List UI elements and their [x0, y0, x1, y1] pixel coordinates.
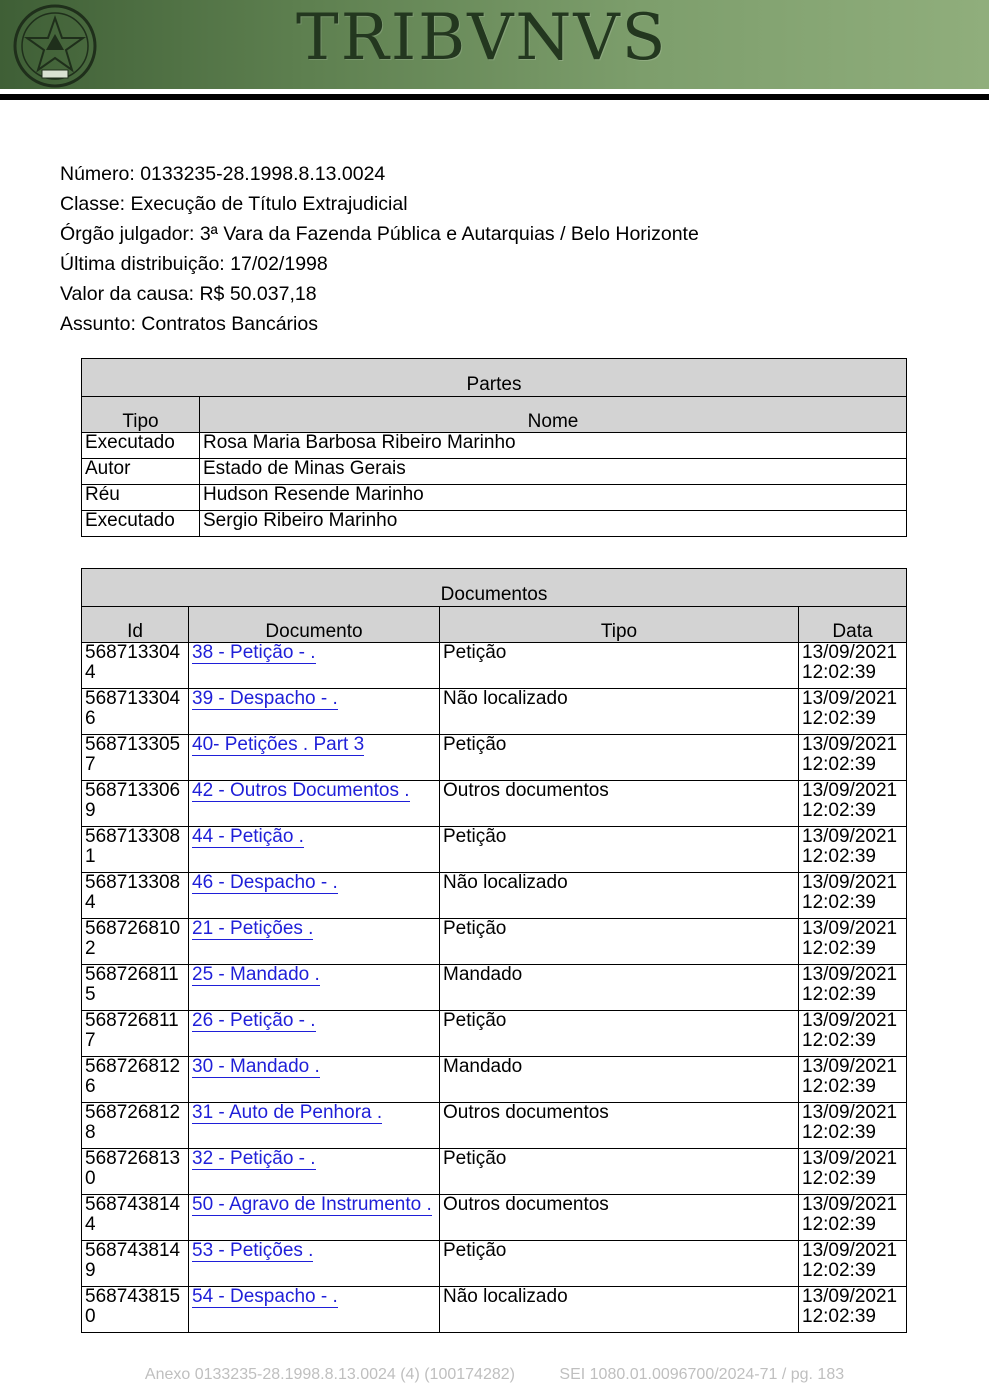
document-type: Petição [440, 1011, 799, 1057]
document-row [82, 919, 907, 965]
party-type: Executado [82, 433, 200, 459]
document-link[interactable]: 44 - Petição . [192, 826, 304, 847]
document-link[interactable]: 42 - Outros Documentos . [192, 780, 410, 801]
case-subject: Assunto: Contratos Bancários [60, 313, 318, 335]
document-date: 13/09/2021 12:02:39 [799, 735, 907, 781]
document-link[interactable]: 30 - Mandado . [192, 1056, 320, 1077]
header-banner [0, 0, 989, 89]
document-cell [189, 919, 440, 965]
document-date: 13/09/2021 12:02:39 [799, 643, 907, 689]
documents-header-id: Id [82, 607, 189, 643]
party-name: Hudson Resende Marinho [200, 485, 907, 511]
document-date: 13/09/2021 12:02:39 [799, 1149, 907, 1195]
document-cell [189, 1011, 440, 1057]
document-row [82, 735, 907, 781]
document-date: 13/09/2021 12:02:39 [799, 919, 907, 965]
document-id: 5687268126 [82, 1057, 189, 1103]
documents-caption: Documentos [82, 569, 907, 607]
documents-header-data: Data [799, 607, 907, 643]
document-type: Petição [440, 1149, 799, 1195]
document-type: Petição [440, 735, 799, 781]
document-type: Petição [440, 1241, 799, 1287]
document-link[interactable]: 32 - Petição - . [192, 1148, 316, 1169]
document-id: 5687268128 [82, 1103, 189, 1149]
document-link[interactable]: 54 - Despacho - . [192, 1286, 338, 1307]
document-id: 5687438144 [82, 1195, 189, 1241]
document-cell [189, 689, 440, 735]
document-row [82, 1195, 907, 1241]
document-cell [189, 1103, 440, 1149]
document-type: Outros documentos [440, 781, 799, 827]
document-date: 13/09/2021 12:02:39 [799, 1195, 907, 1241]
document-cell [189, 735, 440, 781]
document-link[interactable]: 46 - Despacho - . [192, 872, 338, 893]
document-cell [189, 781, 440, 827]
document-date: 13/09/2021 12:02:39 [799, 781, 907, 827]
document-date: 13/09/2021 12:02:39 [799, 1057, 907, 1103]
documents-header-tipo: Tipo [440, 607, 799, 643]
document-date: 13/09/2021 12:02:39 [799, 1287, 907, 1333]
document-id: 5687133044 [82, 643, 189, 689]
document-id: 5687133046 [82, 689, 189, 735]
document-type: Outros documentos [440, 1103, 799, 1149]
document-cell [189, 1195, 440, 1241]
document-type: Mandado [440, 1057, 799, 1103]
document-type: Não localizado [440, 689, 799, 735]
documents-body [82, 643, 907, 1333]
document-link[interactable]: 25 - Mandado . [192, 964, 320, 985]
document-row [82, 1057, 907, 1103]
process-class: Classe: Execução de Título Extrajudicial [60, 193, 408, 215]
document-type: Não localizado [440, 1287, 799, 1333]
document-id: 5687268102 [82, 919, 189, 965]
document-type: Petição [440, 919, 799, 965]
parties-header-nome: Nome [200, 397, 907, 433]
document-id: 5687438149 [82, 1241, 189, 1287]
document-type: Petição [440, 827, 799, 873]
parties-body [82, 433, 907, 537]
document-link[interactable]: 53 - Petições . [192, 1240, 314, 1261]
document-type: Petição [440, 643, 799, 689]
document-cell [189, 1057, 440, 1103]
document-id: 5687268130 [82, 1149, 189, 1195]
document-id: 5687133069 [82, 781, 189, 827]
document-link[interactable]: 39 - Despacho - . [192, 688, 338, 709]
document-row [82, 873, 907, 919]
document-link[interactable]: 26 - Petição - . [192, 1010, 316, 1031]
document-type: Não localizado [440, 873, 799, 919]
party-type: Autor [82, 459, 200, 485]
document-date: 13/09/2021 12:02:39 [799, 1103, 907, 1149]
party-type: Executado [82, 511, 200, 537]
party-name: Sergio Ribeiro Marinho [200, 511, 907, 537]
document-type: Outros documentos [440, 1195, 799, 1241]
footer-sei-reference: SEI 1080.01.0096700/2024-71 / pg. 183 [559, 1366, 845, 1383]
document-id: 5687133081 [82, 827, 189, 873]
party-name: Rosa Maria Barbosa Ribeiro Marinho [200, 433, 907, 459]
document-cell [189, 873, 440, 919]
document-row [82, 1103, 907, 1149]
parties-table [81, 358, 907, 537]
document-link[interactable]: 21 - Petições . [192, 918, 314, 939]
documents-table [81, 568, 907, 1333]
party-row [82, 459, 907, 485]
document-link[interactable]: 31 - Auto de Penhora . [192, 1102, 383, 1123]
document-row [82, 1011, 907, 1057]
document-id: 5687268117 [82, 1011, 189, 1057]
process-metadata [60, 159, 699, 339]
document-date: 13/09/2021 12:02:39 [799, 1241, 907, 1287]
document-id: 5687133084 [82, 873, 189, 919]
brand-logo-text: TRIBVNVS [296, 1, 668, 75]
page-footer [0, 1366, 989, 1384]
document-cell [189, 827, 440, 873]
document-cell [189, 1287, 440, 1333]
document-date: 13/09/2021 12:02:39 [799, 827, 907, 873]
party-name: Estado de Minas Gerais [200, 459, 907, 485]
document-row [82, 965, 907, 1011]
parties-caption: Partes [82, 359, 907, 397]
document-type: Mandado [440, 965, 799, 1011]
parties-header-tipo: Tipo [82, 397, 200, 433]
document-id: 5687133057 [82, 735, 189, 781]
document-cell [189, 1149, 440, 1195]
coat-of-arms-seal [12, 4, 98, 88]
party-row [82, 485, 907, 511]
document-cell [189, 643, 440, 689]
document-link[interactable]: 38 - Petição - . [192, 642, 316, 663]
document-cell [189, 965, 440, 1011]
document-date: 13/09/2021 12:02:39 [799, 965, 907, 1011]
document-row [82, 1241, 907, 1287]
documents-header-documento: Documento [189, 607, 440, 643]
document-id: 5687438150 [82, 1287, 189, 1333]
process-number: Número: 0133235-28.1998.8.13.0024 [60, 163, 386, 185]
party-row [82, 433, 907, 459]
document-link[interactable]: 40- Petições . Part 3 [192, 734, 365, 755]
document-id: 5687268115 [82, 965, 189, 1011]
document-row [82, 781, 907, 827]
document-row [82, 1287, 907, 1333]
footer-annex: Anexo 0133235-28.1998.8.13.0024 (4) (100174282) [144, 1366, 515, 1383]
document-row [82, 643, 907, 689]
case-value: Valor da causa: R$ 50.037,18 [60, 283, 317, 305]
judging-body: Órgão julgador: 3ª Vara da Fazenda Pública e Autarquias / Belo Horizonte [60, 223, 699, 245]
party-type: Réu [82, 485, 200, 511]
document-row [82, 1149, 907, 1195]
document-cell [189, 1241, 440, 1287]
document-row [82, 827, 907, 873]
header-divider-dark [0, 94, 989, 100]
document-date: 13/09/2021 12:02:39 [799, 689, 907, 735]
party-row [82, 511, 907, 537]
document-link[interactable]: 50 - Agravo de Instrumento . [192, 1194, 432, 1215]
last-distribution: Última distribuição: 17/02/1998 [60, 253, 328, 275]
document-date: 13/09/2021 12:02:39 [799, 1011, 907, 1057]
document-row [82, 689, 907, 735]
document-date: 13/09/2021 12:02:39 [799, 873, 907, 919]
